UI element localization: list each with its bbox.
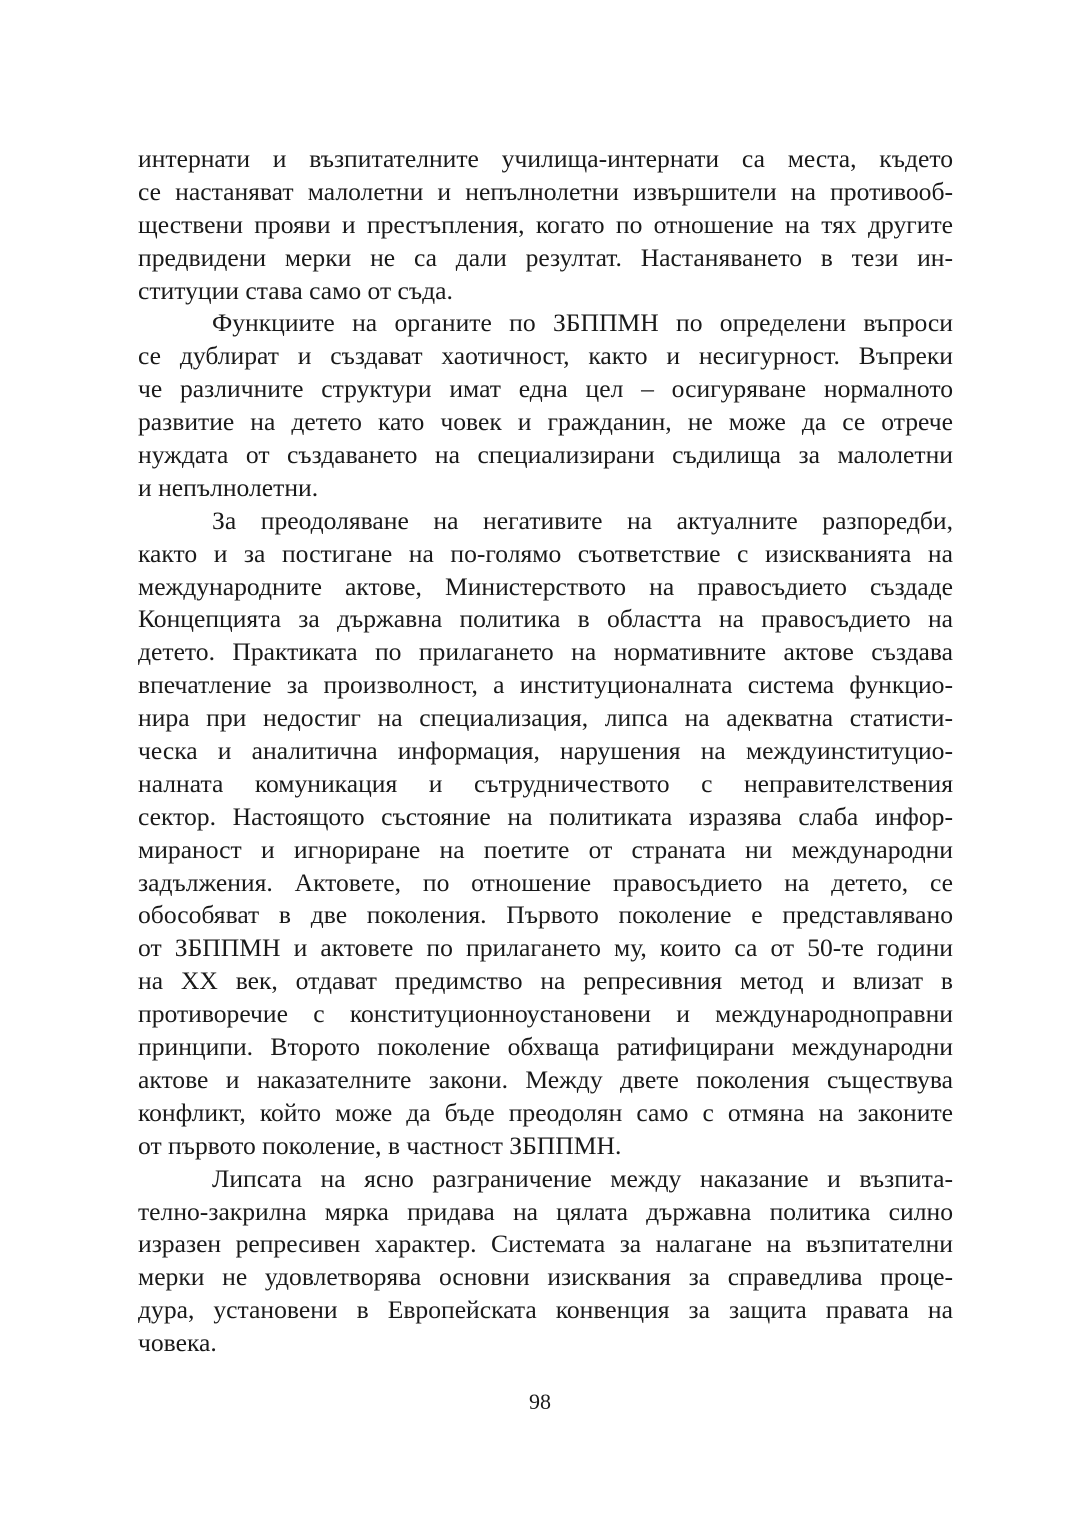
- text-line: актове и наказателните закони. Между двете поколения съществува: [138, 1064, 953, 1094]
- text-line: Липсата на ясно разграничение между наказание и възпита-: [212, 1163, 953, 1193]
- text-line: на XX век, отдават предимство на репресивния метод и влизат в: [138, 966, 953, 996]
- text-line: мираност и игнориране на поетите от страната ни международни: [138, 834, 953, 864]
- text-line: се настаняват малолетни и непълнолетни извършители на противооб-: [138, 176, 953, 206]
- text-line: изразен репресивен характер. Системата за налагане на възпитателни: [138, 1229, 953, 1259]
- text-line: Концепцията за държавна политика в областта на правосъдието на: [138, 604, 953, 634]
- text-line: и непълнолетни.: [138, 472, 319, 502]
- text-line: развитие на детето като човек и гражданин, не може да се отрече: [138, 407, 953, 437]
- body-text: [138, 143, 953, 1360]
- text-line: Функциите на органите по ЗБППМН по определени въпроси: [212, 308, 953, 338]
- text-line: от първото поколение, в частност ЗБППМН.: [138, 1130, 622, 1160]
- text-line: ществени прояви и престъпления, когато по отношение на тях другите: [138, 209, 953, 239]
- text-line: дура, установени в Европейската конвенция за защита правата на: [138, 1295, 953, 1325]
- paragraph: [138, 1163, 953, 1360]
- text-line: предвидени мерки не са дали резултат. Настаняването в тези ин-: [138, 242, 953, 272]
- paragraph: [138, 505, 953, 1163]
- page-number: 98: [529, 1389, 551, 1414]
- text-line: сектор. Настоящото състояние на политиката изразява слаба инфор-: [138, 801, 953, 831]
- text-line: ституции става само от съда.: [138, 275, 453, 305]
- text-line: интернати и възпитателните училища-интернати са места, където: [138, 144, 953, 173]
- text-line: мерки не удовлетворява основни изисквания за справедлива проце-: [138, 1262, 953, 1292]
- text-line: задължения. Актовете, по отношение правосъдието на детето, се: [138, 867, 953, 897]
- text-line: човека.: [138, 1328, 217, 1358]
- text-line: от ЗБППМН и актовете по прилагането му, които са от 50-те години: [138, 933, 953, 963]
- text-line: принципи. Второто поколение обхваща ратифицирани международни: [138, 1032, 953, 1062]
- paragraph: [138, 307, 953, 504]
- text-line: конфликт, който може да бъде преодолян само с отмяна на законите: [138, 1097, 953, 1127]
- text-line: налната комуникация и сътрудничеството с неправителствения: [138, 768, 953, 798]
- text-line: За преодоляване на негативите на актуалните разпоредби,: [212, 505, 953, 535]
- text-line: ческа и аналитична информация, нарушения на междуинституцио-: [138, 736, 953, 766]
- text-line: противоречие с конституционноустановени и международноправни: [138, 999, 953, 1029]
- text-line: нира при недостиг на специализация, липса на адекватна статисти-: [138, 703, 953, 733]
- text-line: обособяват в две поколения. Първото поколение е представлявано: [138, 900, 953, 930]
- paragraph: [138, 143, 953, 307]
- text-line: детето. Практиката по прилагането на нормативните актове създава: [138, 637, 953, 667]
- text-line: телно-закрилна мярка придава на цялата държавна политика силно: [138, 1196, 953, 1226]
- text-line: впечатление за произволност, а институционалната система функцио-: [138, 670, 953, 700]
- text-line: нуждата от създаването на специализирани съдилища за малолетни: [138, 440, 953, 470]
- text-line: че различните структури имат една цел – осигуряване нормалното: [138, 374, 953, 404]
- text-line: международните актове, Министерството на правосъдието създаде: [138, 571, 953, 601]
- text-line: както и за постигане на по-голямо съответствие с изискванията на: [138, 538, 953, 568]
- text-line: се дублират и създават хаотичност, както и несигурност. Въпреки: [138, 341, 953, 371]
